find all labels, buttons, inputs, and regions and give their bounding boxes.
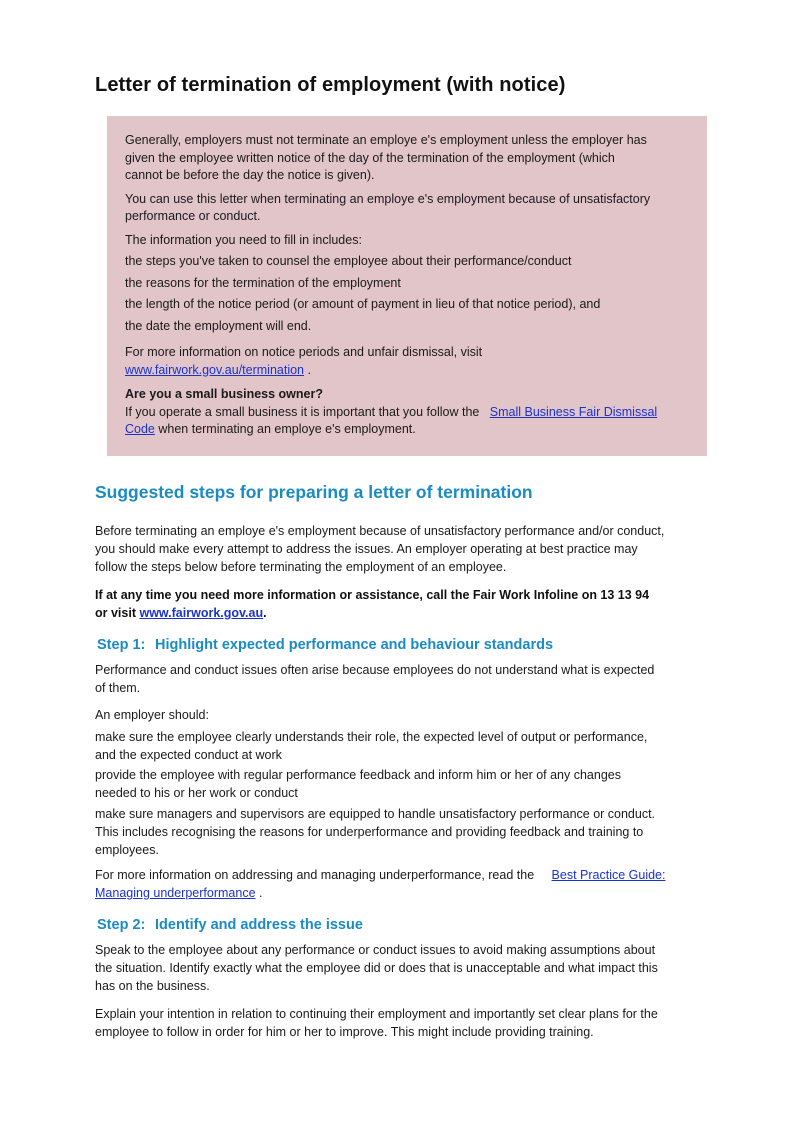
bullet-2-line-2: needed to his or her work or conduct [95, 786, 298, 800]
step-2-p2-line-1: Explain your intention in relation to continuing their employment and importantly set clear plans for the [95, 1007, 658, 1021]
fairwork-link[interactable]: www.fairwork.gov.au [139, 606, 264, 620]
infoline-suffix: . [263, 606, 267, 620]
info-p1-line-2: given the employee written notice of the day of the termination of the employment (which [125, 150, 615, 165]
step-1-heading [97, 637, 553, 653]
step-2-p1-line-3: has on the business. [95, 979, 210, 993]
document-title: Letter of termination of employment (with notice) [95, 74, 566, 96]
step-2-number: Step 2: [97, 917, 146, 933]
step-2-p2-line-2: employee to follow in order for him or her to improve. This might include providing training. [95, 1025, 594, 1039]
infoline-notice [95, 586, 700, 622]
step-1-bullet-1 [95, 728, 700, 764]
info-list-item: the date the employment will end. [125, 318, 312, 333]
best-practice-guide-link-2[interactable]: Managing underperformance [95, 886, 256, 900]
bullet-2-line-1: provide the employee with regular performance feedback and inform him or her of any changes [95, 768, 621, 782]
step-2-paragraph-1 [95, 941, 700, 995]
section-title: Suggested steps for preparing a letter of termination [95, 482, 533, 502]
info-p2-line-1: You can use this letter when terminating an employe e's employment because of unsatisfactory [125, 191, 651, 206]
small-business-paragraph [125, 404, 689, 439]
small-business-code-link-2[interactable]: Code [125, 422, 155, 436]
info-more-info [125, 344, 689, 379]
small-business-code-link-1[interactable]: Small Business Fair Dismissal [489, 404, 658, 419]
info-p1-line-3: cannot be before the day the notice is given). [125, 168, 375, 182]
infoline-prefix: or visit [95, 606, 140, 620]
step-1-employer-should [95, 706, 700, 724]
info-paragraph-3: The information you need to fill in includes: [125, 232, 362, 247]
best-practice-guide-link-1[interactable]: Best Practice Guide: [551, 868, 666, 882]
bullet-3-line-3: employees. [95, 843, 159, 857]
step-2-title: Identify and address the issue [155, 917, 363, 933]
bullet-1-line-1: make sure the employee clearly understands their role, the expected level of output or performance, [95, 730, 648, 744]
section-intro [95, 522, 700, 576]
bullet-1-line-2: and the expected conduct at work [95, 748, 282, 762]
info-p2-line-2: performance or conduct. [125, 209, 261, 223]
info-paragraph-2 [125, 191, 689, 226]
step-1-bullet-3 [95, 805, 700, 859]
bullet-3-line-2: This includes recognising the reasons for underperformance and providing feedback and training to [95, 825, 644, 839]
step-1-title: Highlight expected performance and behaviour standards [155, 637, 554, 653]
step-1-more-info-suffix: . [255, 886, 263, 900]
employer-should-label: An employer should: [95, 708, 209, 722]
step-1-p1-line-1: Performance and conduct issues often arise because employees do not understand what is expected [95, 663, 655, 677]
info-list-item: the reasons for the termination of the employment [125, 275, 401, 290]
information-box [107, 116, 707, 456]
step-2-p1-line-2: the situation. Identify exactly what the employee did or does that is unacceptable and what impact this [95, 961, 658, 975]
step-1-p1-line-2: of them. [95, 681, 141, 695]
info-p1-line-1: Generally, employers must not terminate an employe e's employment unless the employer has [125, 133, 647, 147]
step-2-p1-line-1: Speak to the employee about any performance or conduct issues to avoid making assumptions about [95, 943, 656, 957]
infoline-line-1: If at any time you need more information or assistance, call the Fair Work Infoline on 13 13 94 [95, 588, 650, 602]
intro-line-1: Before terminating an employe e's employment because of unsatisfactory performance and/or conduct, [95, 524, 665, 538]
step-2-heading [97, 917, 363, 933]
step-1-paragraph [95, 661, 700, 697]
info-more-info-text: For more information on notice periods and unfair dismissal, visit [125, 345, 483, 359]
small-business-heading: Are you a small business owner? [125, 387, 323, 401]
step-2-paragraph-2 [95, 1005, 700, 1041]
bullet-3-line-1: make sure managers and supervisors are equipped to handle unsatisfactory performance or conduct. [95, 807, 656, 821]
info-list-item: the steps you've taken to counsel the employee about their performance/conduct [125, 254, 572, 268]
small-business-suffix: when terminating an employe e's employment. [154, 422, 416, 436]
intro-line-3: follow the steps below before terminating the employment of an employee. [95, 560, 507, 574]
info-list-item: the length of the notice period (or amount of payment in lieu of that notice period), and [125, 297, 601, 311]
info-more-info-suffix: . [304, 362, 311, 377]
step-1-more-info-text: For more information on addressing and managing underperformance, read the [95, 868, 535, 882]
info-paragraph-1 [125, 132, 689, 185]
step-1-bullet-2 [95, 766, 700, 802]
termination-link[interactable]: www.fairwork.gov.au/termination [125, 362, 305, 377]
small-business-text: If you operate a small business it is important that you follow the [125, 404, 480, 419]
step-1-number: Step 1: [97, 637, 146, 653]
intro-line-2: you should make every attempt to address the issues. An employer operating at best practice may [95, 542, 638, 556]
step-1-more-info [95, 866, 700, 902]
